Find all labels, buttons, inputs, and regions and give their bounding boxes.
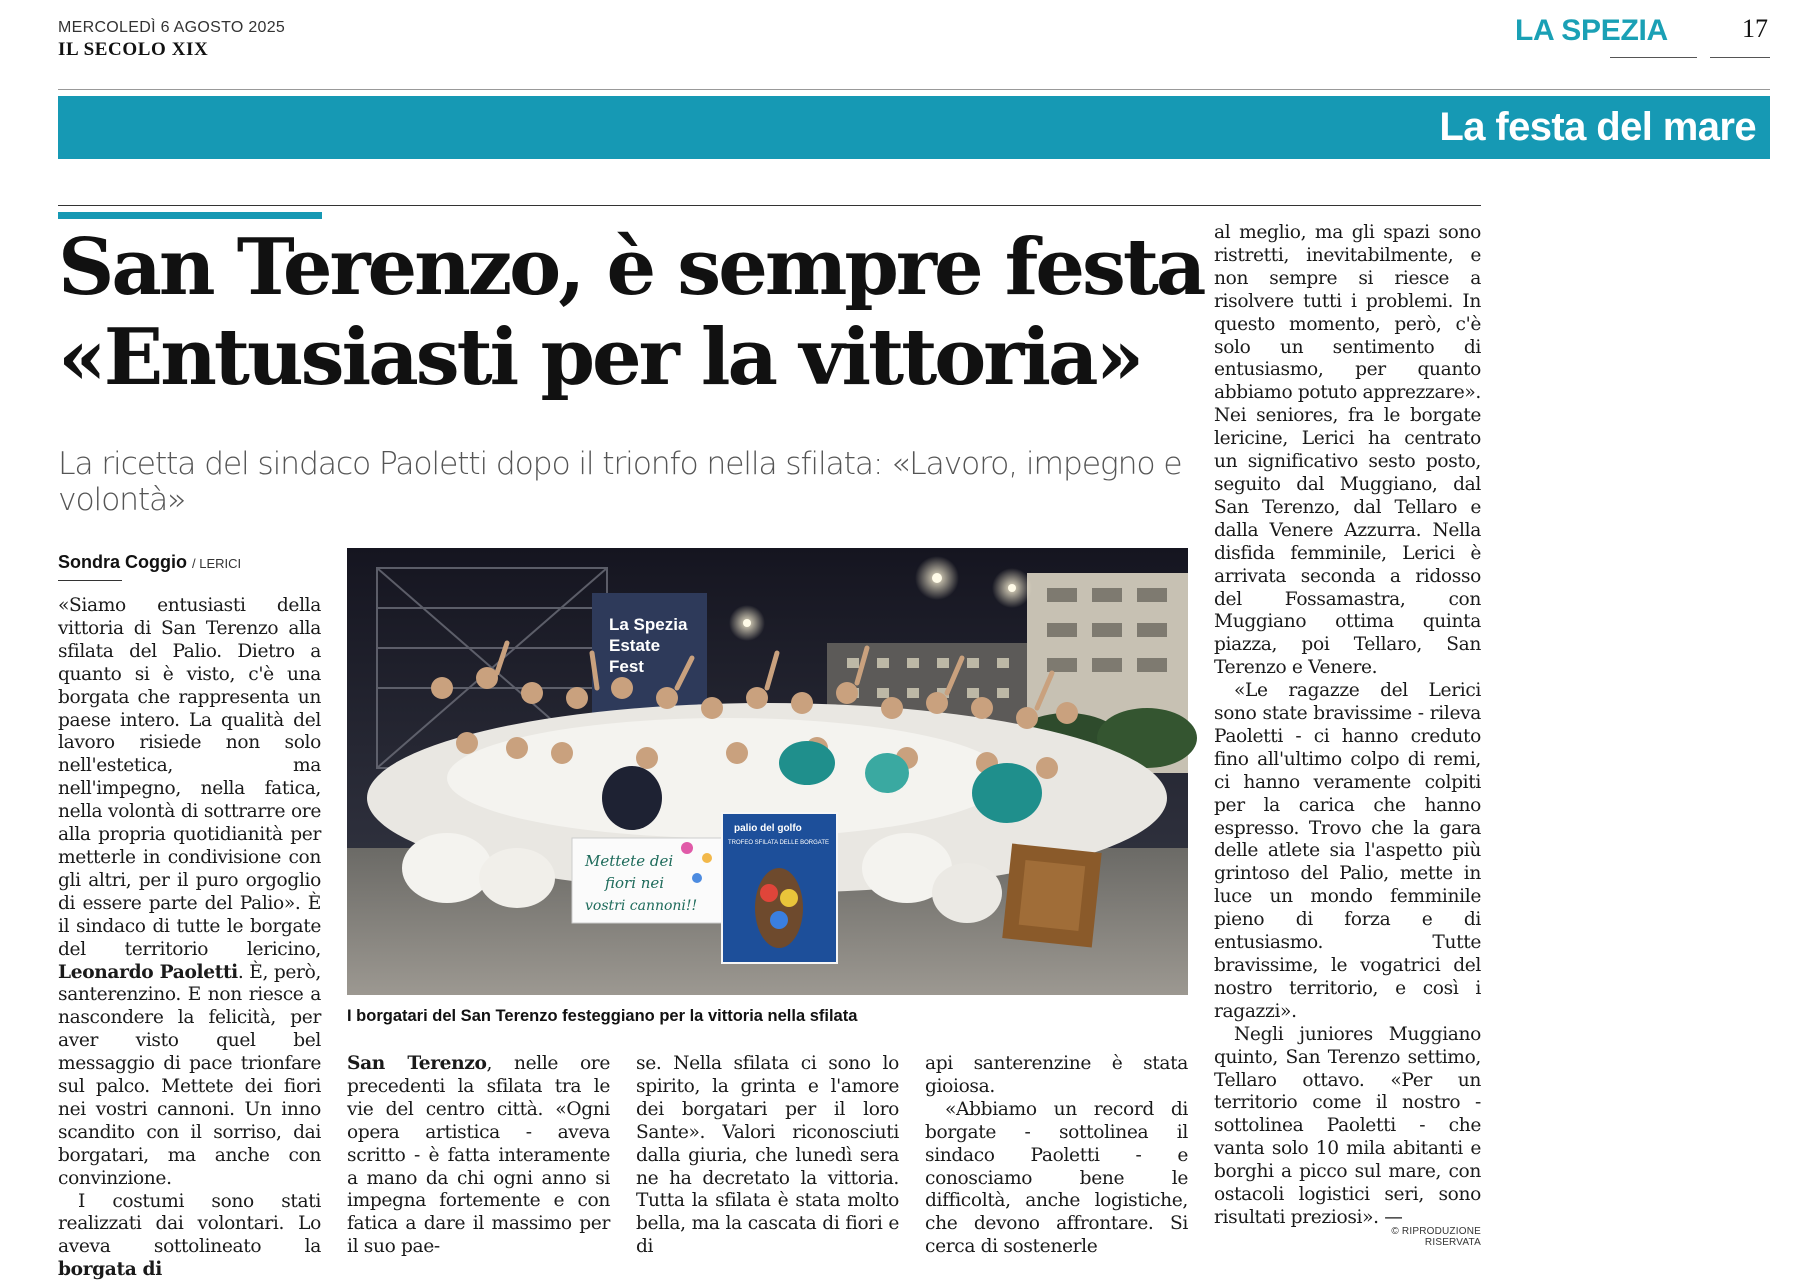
text-run: I costumi sono stati realizzati dai volontari. Lo aveva sottolineato la (58, 1190, 321, 1258)
poster-subtitle: TROFEO SFILATA DELLE BORGATE (728, 840, 830, 846)
publication-date: MERCOLEDÌ 6 AGOSTO 2025 (58, 19, 286, 36)
author-name: Sondra Coggio (58, 552, 187, 572)
stage-sign-line-3: Fest (609, 657, 644, 676)
headline-line-1: San Terenzo, è sempre festa (58, 222, 1204, 313)
subheadline: La ricetta del sindaco Paoletti dopo il trionfo nella sfilata: «Lavoro, impegno e volontà» (58, 446, 1182, 518)
article-column-4 (925, 1053, 1188, 1259)
paragraph (347, 1053, 610, 1259)
stage-sign-line-2: Estate (609, 636, 661, 655)
headline-line-2: «Entusiasti per la vittoria» (58, 312, 1142, 403)
bold-text: borgata di (58, 1259, 162, 1281)
banner-line-1: Mettete dei (585, 852, 674, 870)
section-name: LA SPEZIA (1515, 14, 1668, 47)
page-number: 17 (1742, 14, 1768, 43)
paragraph: al meglio, ma gli spazi sono ristretti, inevitabilmente, e non sempre si riesce a risolvere tutti i problemi. In questo momento, però, c'è solo un sentimento di entusiasmo, per quanto abbiamo potuto apprezzare». Nei seniores, fra le borgate lericine, Lerici ha centrato un significativo sesto posto, seguito dal Muggiano, dal San Terenzo, dal Tellaro e dalla Venere Azzurra. Nella disfida femminile, Lerici è arrivata seconda a ridosso del Fossamastra, con Muggiano ottima quinta piazza, poi Tellaro, San Terenzo e Venere. (1214, 222, 1481, 679)
article-column-5 (1214, 222, 1481, 1230)
article-column-1 (58, 595, 321, 1282)
text-run: «Siamo entusiasti della vittoria di San Terenzo alla sfilata del Palio. Dietro a quanto si è visto, c'è una borgata che rappresenta un paese intero. La qualità del lavoro risiede non solo nell'estetica, ma nell'impegno, nella fatica, nella volontà di sottrarre ore alla propria quotidianità per metterle in condivisione con gli altri, per il puro orgoglio di essere parte del Palio». È il sindaco di tutte le borgate del territorio lericino, (58, 595, 321, 960)
celebration-photo (347, 548, 1188, 995)
text-run: . È, però, santerenzino. E non riesce a nascondere la felicità, per aver visto quel bel messaggio di pace trionfare sul palco. Mettete dei fiori nei vostri cannoni. Un inno scandito con il sorriso, dai borgatari, ma anche con convinzione. (58, 961, 321, 1189)
poster-title: palio del golfo (734, 823, 802, 834)
page-number-rule (1710, 57, 1770, 58)
article-photo (347, 548, 1188, 995)
article-column-3 (636, 1053, 899, 1259)
section-banner (58, 96, 1770, 159)
paragraph: api santerenzine è stata gioiosa. (925, 1053, 1188, 1097)
paragraph: se. Nella sfilata ci sono lo spirito, la grinta e l'amore dei borgatari per il loro Sante». Valori riconosciuti dalla giuria, che lunedì sera ne ha decretato la vittoria. Tutta la sfilata è stata molto bella, ma la cascata di fiori e di (636, 1053, 899, 1258)
byline-rule (58, 580, 122, 581)
headline-rule (58, 205, 1481, 206)
copyright-notice: © RIPRODUZIONE RISERVATA (1391, 1226, 1481, 1248)
mayor-name: Leonardo Paoletti (58, 961, 238, 983)
byline (58, 552, 241, 573)
banner-line-2: fiori nei (605, 874, 665, 892)
banner-line-3: vostri cannoni!! (585, 898, 698, 914)
text-run: , nelle ore precedenti la sfilata tra le vie del centro città. «Ogni opera artistica - aveva scritto - è fatta interamente a mano da chi ogni anno si impegna fortemente e con fatica a dare il massimo per il suo pae- (347, 1053, 610, 1258)
paragraph: «Abbiamo un record di borgate - sottolinea il sindaco Paoletti - e conosciamo bene le difficoltà, anche logistiche, che devono affrontare. Si cerca di sostenerle (925, 1098, 1188, 1258)
headline (58, 223, 1208, 403)
byline-location: / LERICI (192, 556, 242, 571)
paragraph (58, 595, 321, 1191)
newspaper-name: IL SECOLO XIX (58, 39, 209, 60)
paragraph: Negli juniores Muggiano quinto, San Terenzo settimo, Tellaro ottavo. «Per un territorio come il nostro - sottolinea Paoletti - che vanta solo 10 mila abitanti e borghi a picco sul mare, con ostacoli logistici seri, sono risultati preziosi». — (1214, 1023, 1481, 1228)
headline-accent-bar (58, 212, 322, 219)
paragraph (58, 1191, 321, 1282)
photo-caption: I borgatari del San Terenzo festeggiano per la vittoria nella sfilata (347, 1007, 858, 1025)
paragraph: «Le ragazze del Lerici sono state bravissime - rileva Paoletti - ci hanno creduto fino all'ultimo colpo di remi, ci hanno veramente colpiti per la carica che hanno espresso. Trovo che la gara delle atlete sia l'aspetto più grintoso del Palio, mette in luce un mondo femminile pieno di forza e di entusiasmo. Tutte bravissime, le vogatrici del nostro territorio, e così i ragazzi». (1214, 680, 1481, 1022)
banner-title: La festa del mare (1439, 105, 1756, 149)
masthead-divider (58, 89, 1770, 90)
stage-sign-line-1: La Spezia (609, 615, 688, 634)
article-column-2 (347, 1053, 610, 1259)
bold-text: San Terenzo (347, 1053, 487, 1074)
section-rule (1610, 57, 1697, 58)
